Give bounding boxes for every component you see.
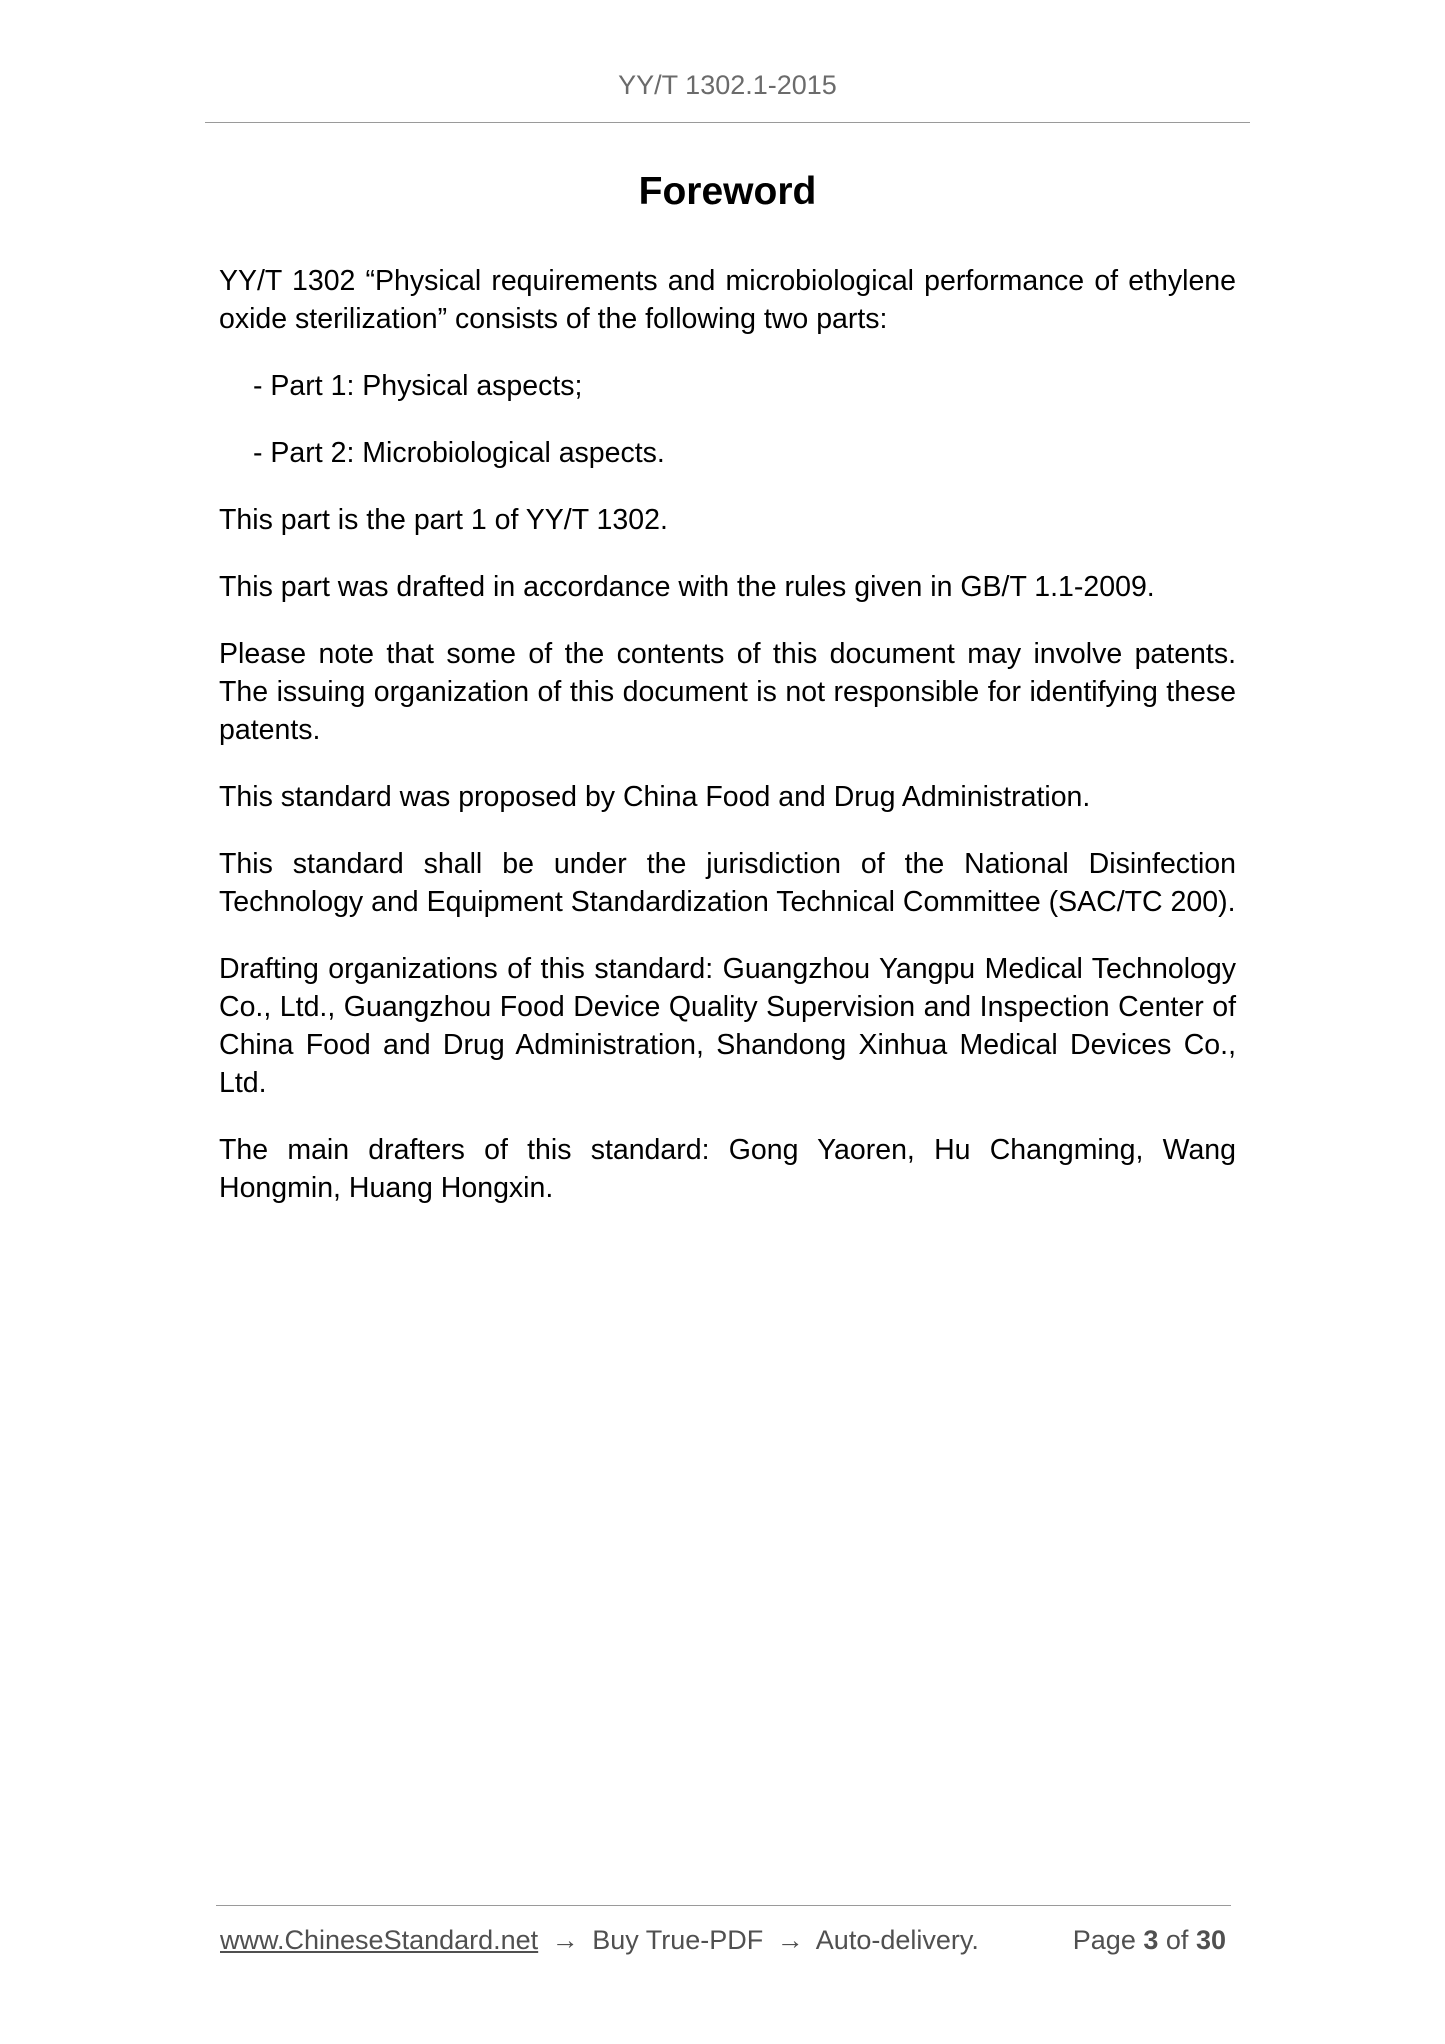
of-label: of [1165, 1925, 1189, 1955]
jurisdiction-paragraph: This standard shall be under the jurisdiction of the National Disinfection Technology and Equipment Standardization Technical Committee (SAC/TC 200). [219, 848, 1236, 918]
arrow-right-icon: → [776, 1925, 804, 1955]
foreword-body [219, 262, 1236, 1236]
page-label: Page [1072, 1925, 1136, 1955]
page-title: Foreword [638, 170, 817, 213]
patent-notice-paragraph: Please note that some of the contents of this document may involve patents. The issuing organization of this document is not responsible for identifying these patents. [219, 638, 1236, 746]
part-list-item: - Part 1: Physical aspects; [253, 370, 583, 402]
page-number [1073, 1925, 1226, 1956]
footer-divider [216, 1905, 1231, 1906]
part-list-item: - Part 2: Microbiological aspects. [253, 437, 665, 469]
footer-promo [220, 1925, 979, 1956]
current-page: 3 [1143, 1925, 1159, 1955]
arrow-right-icon: → [551, 1925, 579, 1955]
running-header: YY/T 1302.1-2015 [618, 70, 837, 100]
header-divider [205, 122, 1250, 123]
intro-paragraph: YY/T 1302 “Physical requirements and microbiological performance of ethylene oxide sterilization” consists of the following two parts: [219, 265, 1236, 335]
body-paragraph: This part was drafted in accordance with the rules given in GB/T 1.1-2009. [219, 571, 1155, 603]
drafting-organizations-paragraph: Drafting organizations of this standard: Guangzhou Yangpu Medical Technology Co., Ltd., Guangzhou Food Device Quality Supervision and Inspection Center of China Food and Drug Administration, Shandong Xinhua Medical Devices Co., Ltd. [219, 953, 1236, 1099]
drafters-paragraph: The main drafters of this standard: Gong Yaoren, Hu Changming, Wang Hongmin, Huang Hongxin. [219, 1134, 1236, 1204]
buy-text: Buy True-PDF [592, 1925, 764, 1955]
proposer-paragraph: This standard was proposed by China Food and Drug Administration. [219, 781, 1091, 813]
delivery-text: Auto-delivery. [815, 1925, 979, 1955]
body-paragraph: This part is the part 1 of YY/T 1302. [219, 504, 668, 536]
total-pages: 30 [1195, 1925, 1226, 1955]
website-link[interactable]: www.ChineseStandard.net [220, 1925, 539, 1955]
page-footer [220, 1925, 1231, 1961]
